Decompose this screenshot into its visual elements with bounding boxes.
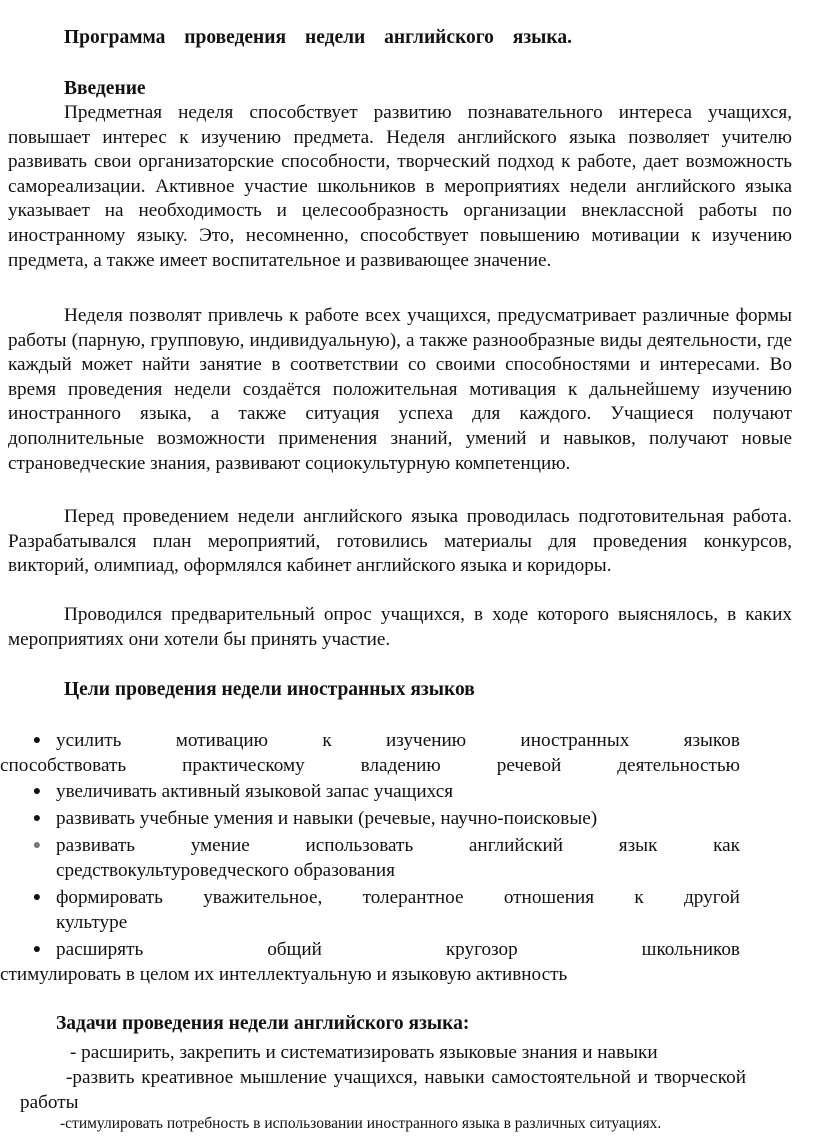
goal-4-word: английский bbox=[468, 835, 564, 856]
bullet-icon: ● bbox=[32, 838, 42, 853]
goal-1-cont-word: речевой bbox=[496, 755, 562, 776]
bullet-icon: ● bbox=[32, 942, 42, 957]
goal-4-word: развивать bbox=[56, 835, 135, 856]
goal-item-1 bbox=[56, 729, 740, 754]
goal-1-word: к bbox=[322, 730, 332, 751]
goal-5-word: к bbox=[634, 887, 644, 908]
intro-paragraph-2: Неделя позволят привлечь к работе всех учащихся, предусматривает различные формы работы (парную, групповую, индивидуальную), а также разнообразные виды деятельности, где каждый может найти занятие в соответствии со своими способностями и интересами. Во время проведения недели создаётся положительная мотивация к дальнейшему изучению иностранного языка, а также ситуация успеха для каждого. Учащиеся получают дополнительные возможности применения знаний, умений и навыков, получают новые страноведческие знания, развивают социокультурную компетенцию. bbox=[8, 305, 792, 474]
goal-6-word: школьников bbox=[641, 939, 740, 960]
goal-1-cont-word: практическому bbox=[182, 755, 305, 776]
intro-heading: Введение bbox=[64, 78, 146, 99]
goal-6-word: расширять bbox=[56, 939, 144, 960]
goal-4-word: как bbox=[713, 835, 740, 856]
goal-item-1-continuation bbox=[0, 754, 740, 779]
goal-item-5-continuation: культуре bbox=[56, 912, 128, 933]
task-item-2: -развить креативное мышление учащихся, навыки самостоятельной и творческой работы bbox=[20, 1067, 746, 1113]
goal-1-word: усилить bbox=[56, 730, 122, 751]
bullet-icon: ● bbox=[32, 811, 42, 826]
goal-item-4 bbox=[56, 834, 740, 859]
goal-1-cont-word: владению bbox=[360, 755, 441, 776]
goal-1-word: изучению bbox=[386, 730, 467, 751]
goal-item-5 bbox=[56, 886, 740, 911]
task-item-1: - расширить, закрепить и систематизировать языковые знания и навыки bbox=[70, 1042, 658, 1063]
goal-4-word: язык bbox=[618, 835, 658, 856]
goal-5-word: толерантное bbox=[362, 887, 464, 908]
bullet-icon: ● bbox=[32, 784, 42, 799]
goal-item-6-continuation: стимулировать в целом их интеллектуальную и языковую активность bbox=[0, 964, 568, 985]
goal-1-word: языков bbox=[683, 730, 740, 751]
goal-4-word: использовать bbox=[305, 835, 414, 856]
goal-5-word: другой bbox=[684, 887, 740, 908]
tasks-heading: Задачи проведения недели английского языка: bbox=[56, 1013, 470, 1034]
goal-6-word: общий bbox=[267, 939, 322, 960]
intro-paragraph-4: Проводился предварительный опрос учащихся, в ходе которого выяснялось, в каких мероприятиях они хотели бы принять участие. bbox=[8, 604, 792, 650]
goal-item-2: увеличивать активный языковой запас учащихся bbox=[56, 781, 454, 802]
intro-paragraph-3: Перед проведением недели английского языка проводилась подготовительная работа. Разрабатывался план мероприятий, готовились материалы для проведения конкурсов, викторий, олимпиад, оформлялся кабинет английского языка и коридоры. bbox=[8, 506, 792, 577]
goal-item-3: развивать учебные умения и навыки (речевые, научно-поисковые) bbox=[56, 808, 598, 829]
goal-5-word: формировать bbox=[56, 887, 163, 908]
goal-1-word: мотивацию bbox=[175, 730, 269, 751]
bullet-icon: ● bbox=[32, 890, 42, 905]
goal-1-cont-word: деятельностью bbox=[617, 755, 740, 776]
goal-5-word: отношения bbox=[503, 887, 595, 908]
goal-1-cont-word: способствовать bbox=[0, 755, 127, 776]
goal-item-6 bbox=[56, 938, 740, 963]
task-item-3: -стимулировать потребность в использовании иностранного языка в различных ситуациях. bbox=[60, 1115, 662, 1132]
goal-5-word: уважительное, bbox=[203, 887, 323, 908]
goal-1-word: иностранных bbox=[520, 730, 630, 751]
goals-heading: Цели проведения недели иностранных языков bbox=[64, 679, 475, 700]
goal-6-word: кругозор bbox=[445, 939, 518, 960]
intro-paragraph-1: Предметная неделя способствует развитию познавательного интереса учащихся, повышает интерес к изучению предмета. Неделя английского языка позволяет учителю развивать свои организаторские способности, творческий подход к работе, дает возможность самореализации. Активное участие школьников в мероприятиях недели английского языка указывает на необходимость и целесообразность организации внеклассной работы по иностранному языку. Это, несомненно, способствует повышению мотивации к изучению предмета, а также имеет воспитательное и развивающее значение. bbox=[8, 102, 792, 271]
bullet-icon: ● bbox=[32, 733, 42, 748]
goal-item-4-continuation: средствокультуроведческого образования bbox=[56, 860, 395, 881]
goal-4-word: умение bbox=[190, 835, 250, 856]
document-title: Программа проведения недели английского языка. bbox=[64, 27, 572, 48]
